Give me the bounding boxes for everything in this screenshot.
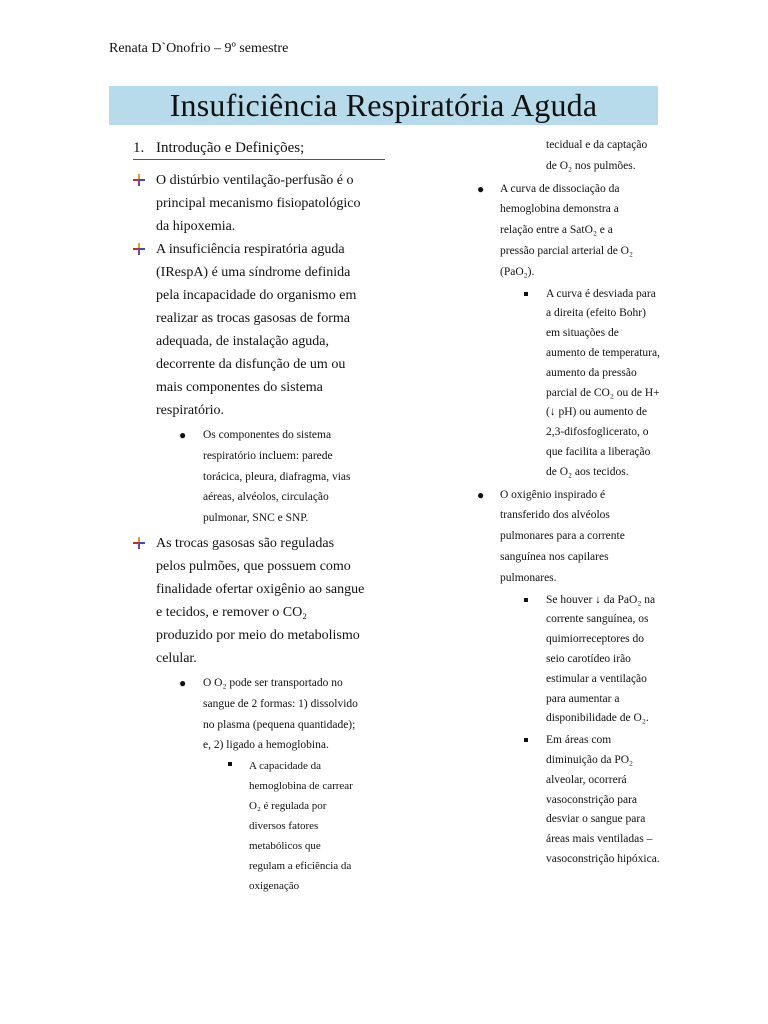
list-item — [474, 285, 661, 483]
square-bullet-icon — [228, 762, 232, 766]
square-bullet-icon — [524, 598, 528, 602]
list-item — [109, 673, 363, 756]
bullet-text: O O₂ pode ser transportado no sangue de 2 formas: 1) dissolvido no plasma (pequena quantidade); e, 2) ligado a hemoglobina. — [203, 676, 358, 752]
dot-bullet-icon: ● — [179, 428, 187, 442]
list-item — [109, 425, 363, 529]
dot-bullet-icon: ● — [179, 675, 187, 690]
square-bullet-icon — [524, 738, 528, 742]
bullet-text: As trocas gasosas são reguladas pelos pulmões, que possuem como finalidade ofertar oxigênio ao sangue e tecidos, e remover o CO₂ produzido por meio do metabolismo celular. — [156, 535, 365, 666]
document-title: Insuficiência Respiratória Aguda — [169, 87, 598, 123]
dot-bullet-icon: ● — [477, 181, 485, 196]
continued-text: tecidual e da captação de O₂ nos pulmões. — [546, 139, 648, 172]
document-header: Renata D`Onofrio – 9º semestre — [109, 41, 289, 56]
bullet-text: A curva é desviada para a direita (efeito Bohr) em situações de aumento de temperatura, aumento da pressão parcial de CO₂ ou de H+ (↓ pH) ou aumento de 2,3-difosfoglicerato, o que facilita a liberação de O₂ aos tecidos. — [546, 287, 660, 478]
dot-bullet-icon: ● — [477, 487, 485, 502]
bullet-text: A insuficiência respiratória aguda (IRespA) é uma síndrome definida pela incapacidade do organismo em realizar as trocas gasosas de forma adequada, de instalação aguda, decorrente da disfunção de um ou mais componentes do sistema respiratório. — [156, 242, 357, 418]
list-item — [109, 238, 366, 422]
square-bullet-icon — [524, 292, 528, 296]
bullet-text: Se houver ↓ da PaO₂ na corrente sanguínea, os quimiorreceptores do seio carotídeo irão estimular a ventilação para aumentar a disponibilidade de O₂. — [546, 593, 656, 725]
list-item — [474, 179, 645, 283]
list-item — [474, 485, 645, 589]
title-band — [109, 86, 658, 125]
bullet-text: O distúrbio ventilação-perfusão é o principal mecanismo fisiopatológico da hipoxemia. — [156, 173, 361, 234]
bullet-text: A curva de dissociação da hemoglobina demonstra a relação entre a SatO₂ e a pressão parcial arterial de O₂ (PaO₂). — [500, 182, 633, 278]
list-item — [109, 756, 359, 896]
bullet-text: Em áreas com diminuição da PO₂ alveolar, ocorrerá vasoconstrição para desviar o sangue para áreas mais ventiladas – vasoconstrição hipóxica. — [546, 734, 660, 865]
list-item — [109, 532, 366, 670]
list-item — [474, 591, 661, 730]
bullet-text: A capacidade da hemoglobina de carrear O₂ é regulada por diversos fatores metabólicos que regulam a eficiência da oxigenação — [249, 760, 353, 893]
arrow-bullet-icon — [133, 174, 145, 186]
arrow-bullet-icon — [133, 243, 145, 255]
section-title: Introdução e Definições; — [156, 140, 305, 156]
list-item — [109, 169, 366, 238]
right-column — [474, 135, 670, 870]
list-item — [474, 731, 661, 870]
arrow-bullet-icon — [133, 537, 145, 549]
bullet-text: O oxigênio inspirado é transferido dos alvéolos pulmonares para a corrente sanguínea nos capilares pulmonares. — [500, 488, 625, 584]
section-heading — [133, 137, 385, 160]
bullet-text: Os componentes do sistema respiratório incluem: parede torácica, pleura, diafragma, vias aéreas, alvéolos, circulação pulmonar, SNC e SNP. — [203, 429, 351, 525]
left-column — [109, 137, 369, 896]
section-number: 1. — [133, 140, 145, 156]
